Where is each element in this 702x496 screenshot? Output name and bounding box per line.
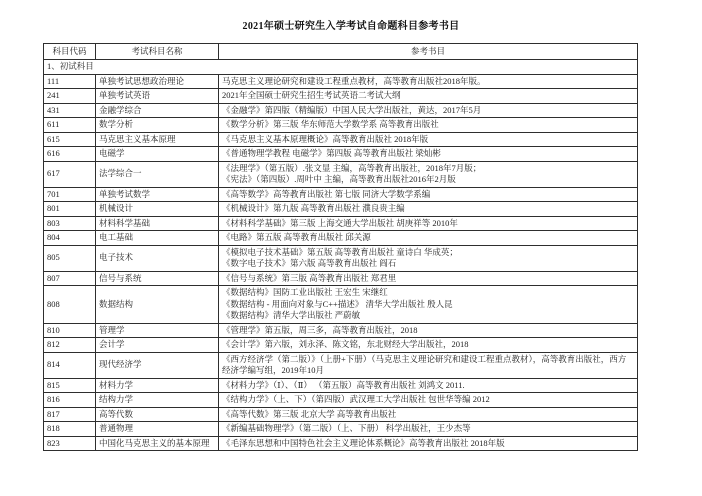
- table-row: [44, 187, 638, 202]
- table-row: [44, 147, 638, 162]
- subject-name: 管理学: [96, 323, 219, 338]
- reference-books: [219, 378, 638, 393]
- table-row: [44, 231, 638, 246]
- reference-books: [219, 216, 638, 231]
- table-header-row: [44, 44, 638, 60]
- header-subject-code: 科目代码: [44, 44, 96, 60]
- header-subject-name: 考试科目名称: [96, 44, 219, 60]
- subject-name: 结构力学: [96, 393, 219, 408]
- book-line: 马克思主义理论研究和建设工程重点教材，高等教育出版社2018年版。: [222, 75, 486, 86]
- subject-code: 807: [44, 271, 96, 286]
- subject-name: 金融学综合: [96, 103, 219, 118]
- subject-name: 电磁学: [96, 147, 219, 162]
- table-row: [44, 286, 638, 324]
- subject-code: 701: [44, 187, 96, 202]
- reference-books: [219, 407, 638, 422]
- subject-name: 单独考试思想政治理论: [96, 74, 219, 89]
- table-row: [44, 216, 638, 231]
- table-row: [44, 103, 638, 118]
- book-line: 《数据结构》清华大学出版社 严蔚敏: [222, 310, 361, 320]
- page-title: 2021年硕士研究生入学考试自命题科目参考书目: [242, 21, 460, 32]
- subject-code: 803: [44, 216, 96, 231]
- reference-books: [219, 89, 638, 104]
- reference-books: [219, 103, 638, 118]
- subject-name: 机械设计: [96, 202, 219, 217]
- table-body: [44, 74, 638, 451]
- subject-code: 801: [44, 202, 96, 217]
- book-line: 《结构力学》（上、下）（第四版）武汉理工大学出版社 包世华等编 2012: [222, 394, 490, 404]
- reference-books: [219, 436, 638, 451]
- table-row: [44, 202, 638, 217]
- table-row: [44, 393, 638, 408]
- reference-books: [219, 352, 638, 378]
- book-line: 《管理学》第五版，周三多，高等教育出版社，2018: [222, 324, 418, 335]
- reference-books: [219, 231, 638, 246]
- reference-books: [219, 74, 638, 89]
- book-line: 《普通物理学教程 电磁学》第四版 高等教育出版社 梁灿彬: [222, 148, 441, 158]
- table-row: [44, 89, 638, 104]
- book-line: 《材料科学基础》第三版 上海交通大学出版社 胡庚祥等 2010年: [222, 217, 458, 228]
- reference-books: [219, 323, 638, 338]
- table-row: [44, 378, 638, 393]
- subject-name: 现代经济学: [96, 352, 219, 378]
- subject-name: 数据结构: [96, 286, 219, 324]
- reference-books: [219, 202, 638, 217]
- book-line: 《西方经济学（第二版）》（上册+下册）（马克思主义理论研究和建设工程重点教材），高等教育出版社，西方经济学编写组，2019年10月: [222, 353, 627, 375]
- table-row: [44, 271, 638, 286]
- subject-name: 高等代数: [96, 407, 219, 422]
- table-row: [44, 407, 638, 422]
- book-line: 《数据结构 - 用面向对象与C++描述》 清华大学出版社 殷人昆: [222, 298, 453, 309]
- subject-code: 804: [44, 231, 96, 246]
- subject-code: 814: [44, 352, 96, 378]
- section-row: [44, 60, 638, 75]
- book-line: 《毛泽东思想和中国特色社会主义理论体系概论》高等教育出版社 2018年版: [222, 437, 505, 448]
- table-row: [44, 74, 638, 89]
- book-line: 《模拟电子技术基础》第五版 高等教育出版社 童诗白 华成英；: [222, 246, 458, 257]
- subject-code: 617: [44, 161, 96, 187]
- reference-books: [219, 393, 638, 408]
- subject-code: 241: [44, 89, 96, 104]
- book-line: 《信号与系统》第三版 高等教育出版社 郑君里: [222, 272, 397, 283]
- subject-code: 815: [44, 378, 96, 393]
- book-line: 《机械设计》第九版 高等教育出版社 濮良贵主编: [222, 203, 405, 213]
- book-line: 《金融学》第四版（精编版）中国人民大学出版社，黄达，2017年5月: [222, 104, 482, 115]
- table-row: [44, 161, 638, 187]
- book-line: 2021年全国硕士研究生招生考试英语二考试大纲: [222, 90, 401, 100]
- subject-code: 816: [44, 393, 96, 408]
- subject-name: 材料力学: [96, 378, 219, 393]
- subject-name: 单独考试数学: [96, 187, 219, 202]
- subject-code: 817: [44, 407, 96, 422]
- reference-books: [219, 271, 638, 286]
- subject-code: 615: [44, 132, 96, 147]
- reference-books: [219, 338, 638, 353]
- subject-name: 普通物理: [96, 422, 219, 437]
- subject-name: 马克思主义基本原理: [96, 132, 219, 147]
- reference-books: [219, 147, 638, 162]
- subject-code: 431: [44, 103, 96, 118]
- reference-book-table: [43, 43, 638, 451]
- table-row: [44, 352, 638, 378]
- book-line: 《马克思主义基本原理概论》高等教育出版社 2018年版: [222, 133, 429, 144]
- reference-books: [219, 118, 638, 133]
- subject-name: 数学分析: [96, 118, 219, 133]
- subject-code: 805: [44, 245, 96, 271]
- table-row: [44, 323, 638, 338]
- reference-books: [219, 422, 638, 437]
- book-line: 《数据结构》国防工业出版社 王宏生 宋继红: [222, 287, 388, 297]
- book-line: 《材料力学》（Ⅰ）、（Ⅱ） （第五版）高等教育出版社 刘鸿文 2011.: [222, 379, 465, 390]
- book-line: 《法理学》（第五版）.张文显 主编，高等教育出版社，2018年7月版；: [222, 162, 482, 173]
- subject-code: 111: [44, 74, 96, 89]
- table-row: [44, 422, 638, 437]
- book-line: 《数学分析》第三版 华东师范大学数学系 高等教育出版社: [222, 119, 439, 129]
- subject-name: 中国化马克思主义的基本原理: [96, 436, 219, 451]
- subject-code: 823: [44, 436, 96, 451]
- subject-name: 电子技术: [96, 245, 219, 271]
- book-line: 《高等代数》第三版 北京大学 高等教育出版社: [222, 408, 397, 419]
- section-label: 1、初试科目: [44, 60, 638, 75]
- subject-name: 会计学: [96, 338, 219, 353]
- subject-name: 材料科学基础: [96, 216, 219, 231]
- table-row: [44, 338, 638, 353]
- reference-books: [219, 286, 638, 324]
- subject-name: 信号与系统: [96, 271, 219, 286]
- reference-books: [219, 245, 638, 271]
- subject-name: 法学综合一: [96, 161, 219, 187]
- subject-code: 616: [44, 147, 96, 162]
- book-line: 《数字电子技术》第六版 高等教育出版社 阎石: [222, 258, 397, 268]
- subject-code: 810: [44, 323, 96, 338]
- subject-code: 611: [44, 118, 96, 133]
- table-row: [44, 245, 638, 271]
- table-row: [44, 436, 638, 451]
- reference-books: [219, 132, 638, 147]
- table-row: [44, 118, 638, 133]
- header-reference-books: 参考书目: [219, 44, 638, 60]
- book-line: 《宪法》（第四版）.周叶中 主编，高等教育出版社2016年2月版: [222, 174, 456, 184]
- reference-books: [219, 187, 638, 202]
- table-row: [44, 132, 638, 147]
- subject-code: 818: [44, 422, 96, 437]
- reference-books: [219, 161, 638, 187]
- book-line: 《高等数学》高等教育出版社 第七版 同济大学数学系编: [222, 188, 431, 199]
- subject-name: 单独考试英语: [96, 89, 219, 104]
- subject-name: 电工基础: [96, 231, 219, 246]
- book-line: 《新编基础物理学》（第二版）（上、下册） 科学出版社，王少杰等: [222, 423, 471, 433]
- book-line: 《会计学》第六版，刘永泽、陈文铭，东北财经大学出版社，2018: [222, 339, 469, 349]
- book-line: 《电路》第五版 高等教育出版社 邱关源: [222, 232, 371, 242]
- subject-code: 808: [44, 286, 96, 324]
- subject-code: 812: [44, 338, 96, 353]
